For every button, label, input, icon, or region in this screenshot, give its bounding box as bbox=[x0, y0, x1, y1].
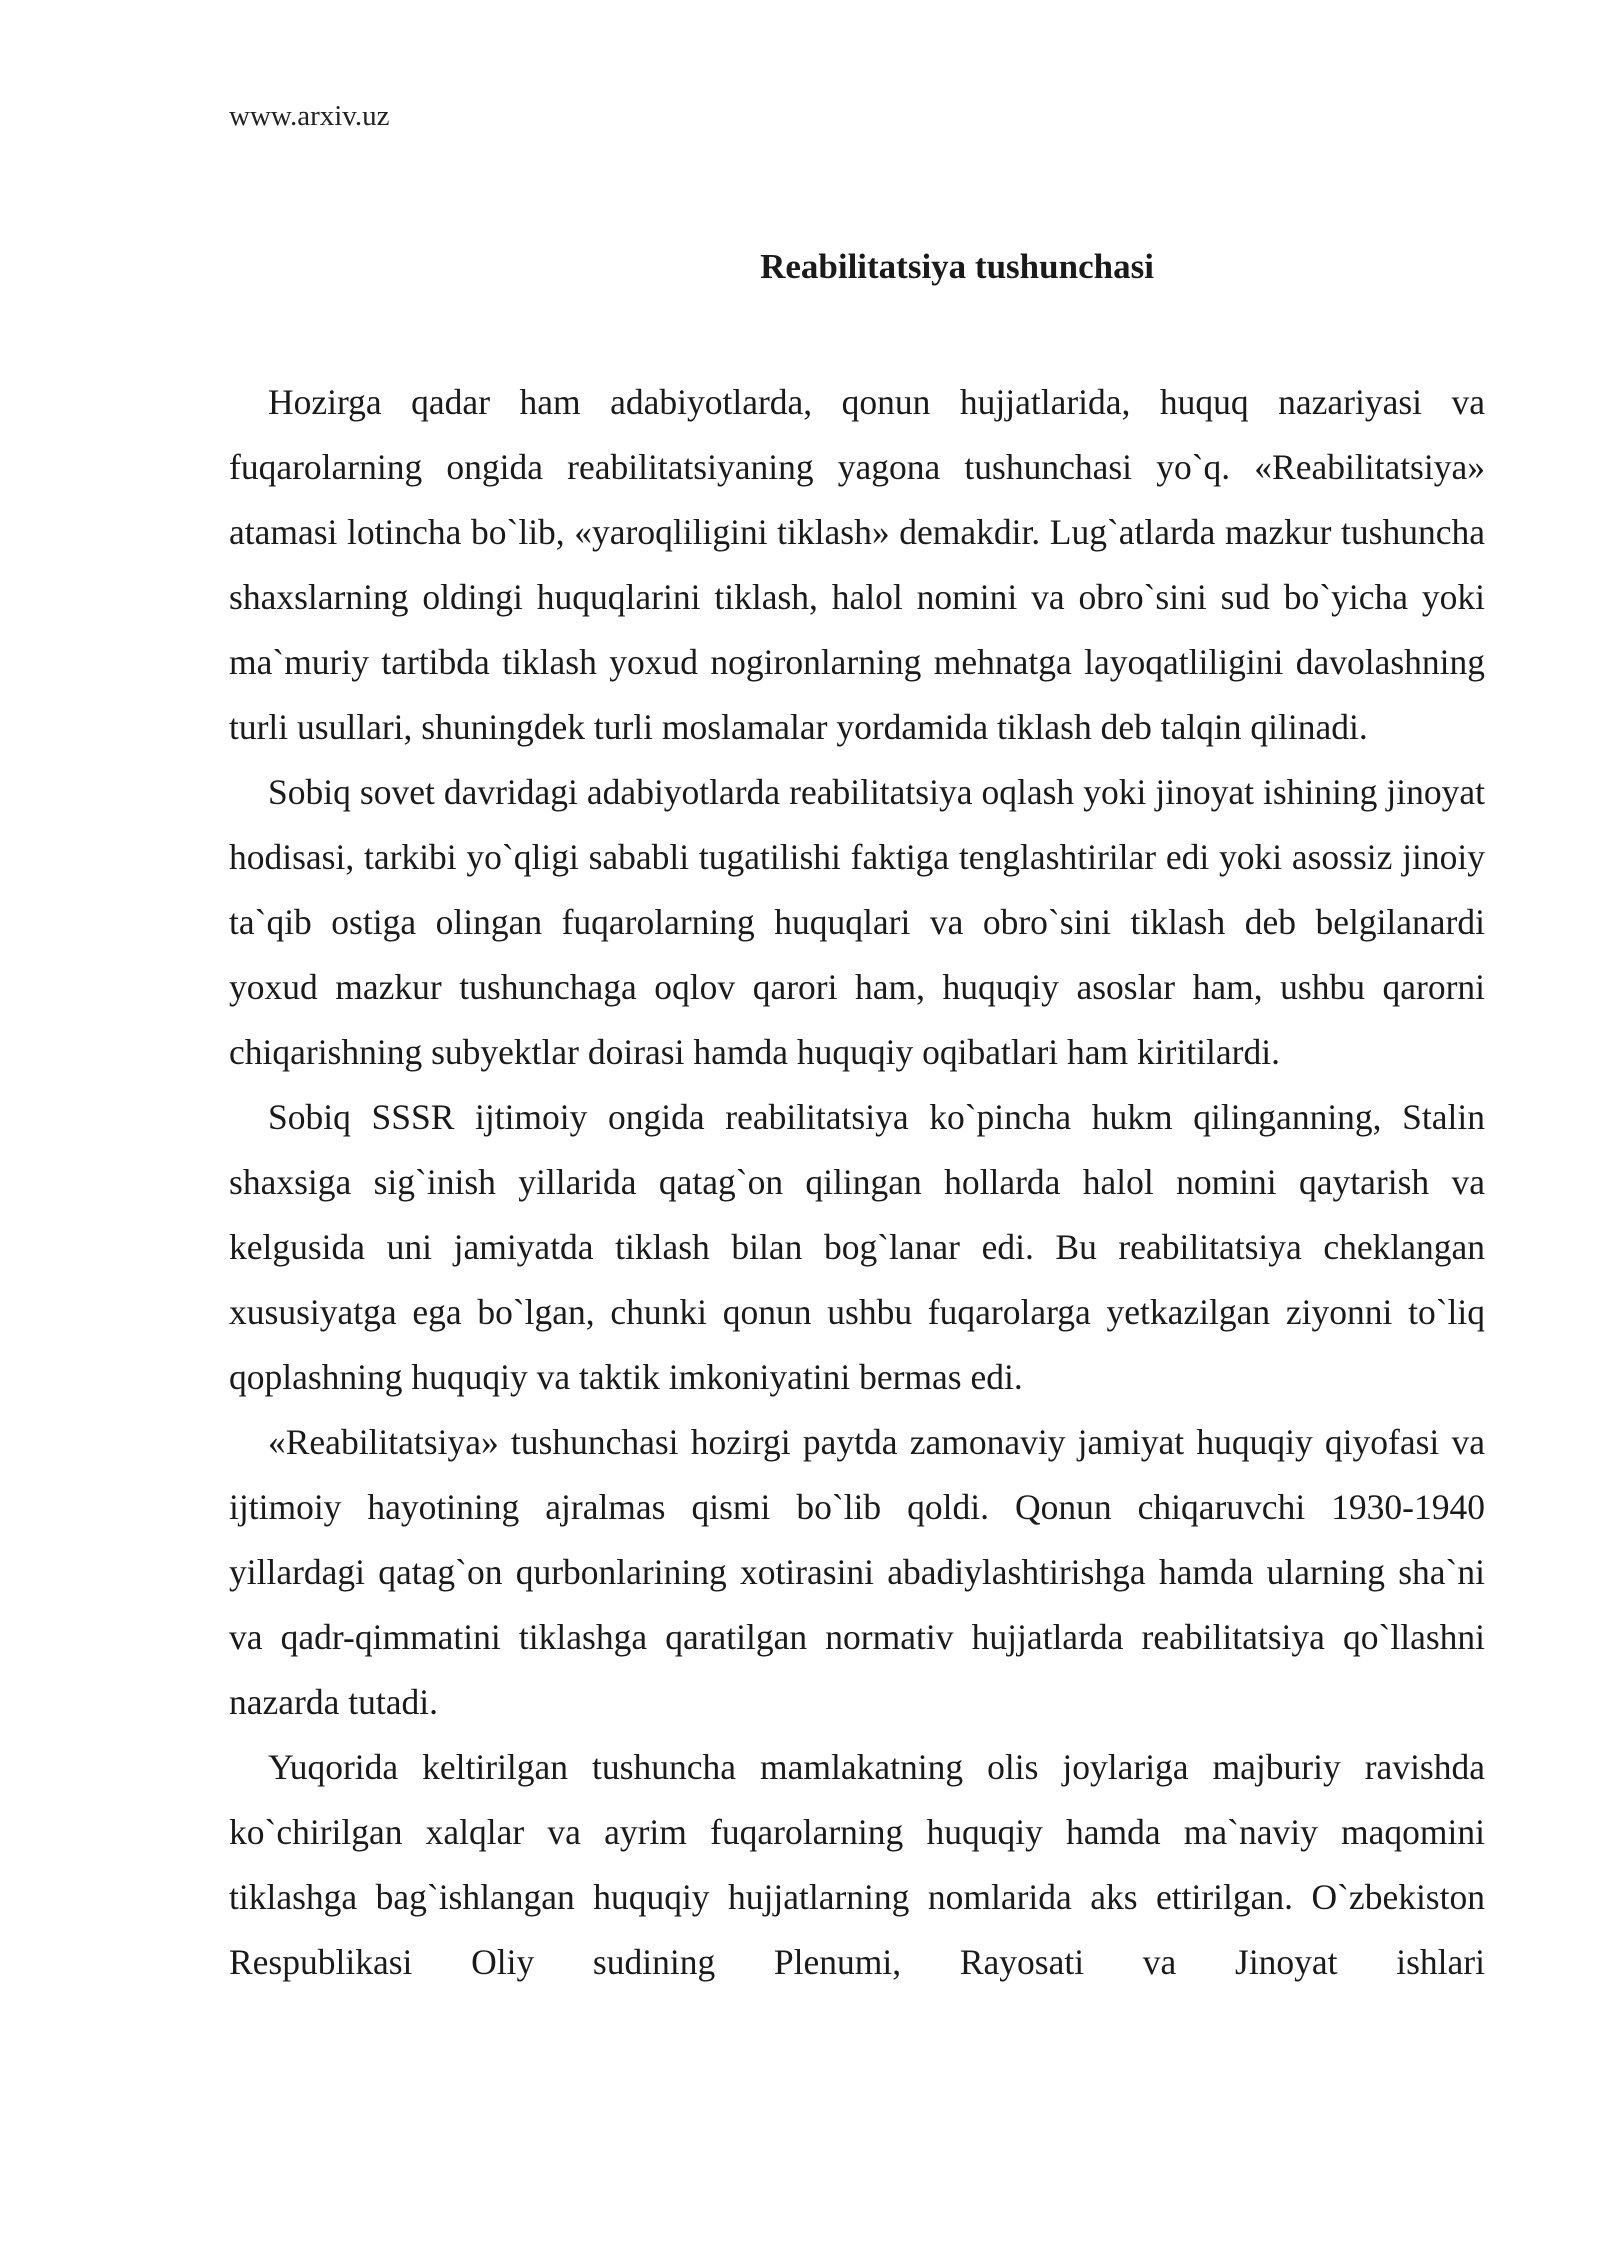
paragraph-3: Sobiq SSSR ijtimoiy ongida reabilitatsiya ko`pincha hukm qilinganning, Stalin shaxsiga sig`inish yillarida qatag`on qilingan hollarda halol nomini qaytarish va kelgusida uni jamiyatda tiklash bilan bog`lanar edi. Bu reabilitatsiya cheklangan xususiyatga ega bo`lgan, chunki qonun ushbu fuqarolarga yetkazilgan ziyonni to`liq qoplashning huquqiy va taktik imkoniyatini bermas edi. bbox=[229, 1097, 1485, 1397]
paragraph-1: Hozirga qadar ham adabiyotlarda, qonun hujjatlarida, huquq nazariyasi va fuqarolarning ongida reabilitatsiyaning yagona tushunchasi yo`q. «Reabilitatsiya» atamasi lotincha bo`lib, «yaroqliligini tiklash» demakdir. Lug`atlarda mazkur tushuncha shaxslarning oldingi huquqlarini tiklash, halol nomini va obro`sini sud bo`yicha yoki ma`muriy tartibda tiklash yoxud nogironlarning mehnatga layoqatliligini davolashning turli usullari, shuningdek turli moslamalar yordamida tiklash deb talqin qilinadi. bbox=[229, 382, 1485, 747]
paragraph-2: Sobiq sovet davridagi adabiyotlarda reabilitatsiya oqlash yoki jinoyat ishining jinoyat hodisasi, tarkibi yo`qligi sababli tugatilishi faktiga tenglashtirilar edi yoki asossiz jinoiy ta`qib ostiga olingan fuqarolarning huquqlari va obro`sini tiklash deb belgilanardi yoxud mazkur tushunchaga oqlov qarori ham, huquqiy asoslar ham, ushbu qarorni chiqarishning subyektlar doirasi hamda huquqiy oqibatlari ham kiritilardi. bbox=[229, 772, 1485, 1072]
header-url: www.arxiv.uz bbox=[229, 100, 390, 132]
paragraph-5: Yuqorida keltirilgan tushuncha mamlakatning olis joylariga majburiy ravishda ko`chirilgan xalqlar va ayrim fuqarolarning huquqiy hamda ma`naviy maqomini tiklashga bag`ishlangan huquqiy hujjatlarning nomlarida aks ettirilgan. O`zbekiston Respublikasi Oliy sudining Plenumi, Rayosati va Jinoyat ishlari bbox=[229, 1747, 1485, 1982]
document-body bbox=[229, 370, 1485, 1995]
page-title: Reabilitatsiya tushunchasi bbox=[760, 247, 1154, 286]
paragraph-4: «Reabilitatsiya» tushunchasi hozirgi paytda zamonaviy jamiyat huquqiy qiyofasi va ijtimoiy hayotining ajralmas qismi bo`lib qoldi. Qonun chiqaruvchi 1930-1940 yillardagi qatag`on qurbonlarining xotirasini abadiylashtirishga hamda ularning sha`ni va qadr-qimmatini tiklashga qaratilgan normativ hujjatlarda reabilitatsiya qo`llashni nazarda tutadi. bbox=[229, 1422, 1485, 1722]
